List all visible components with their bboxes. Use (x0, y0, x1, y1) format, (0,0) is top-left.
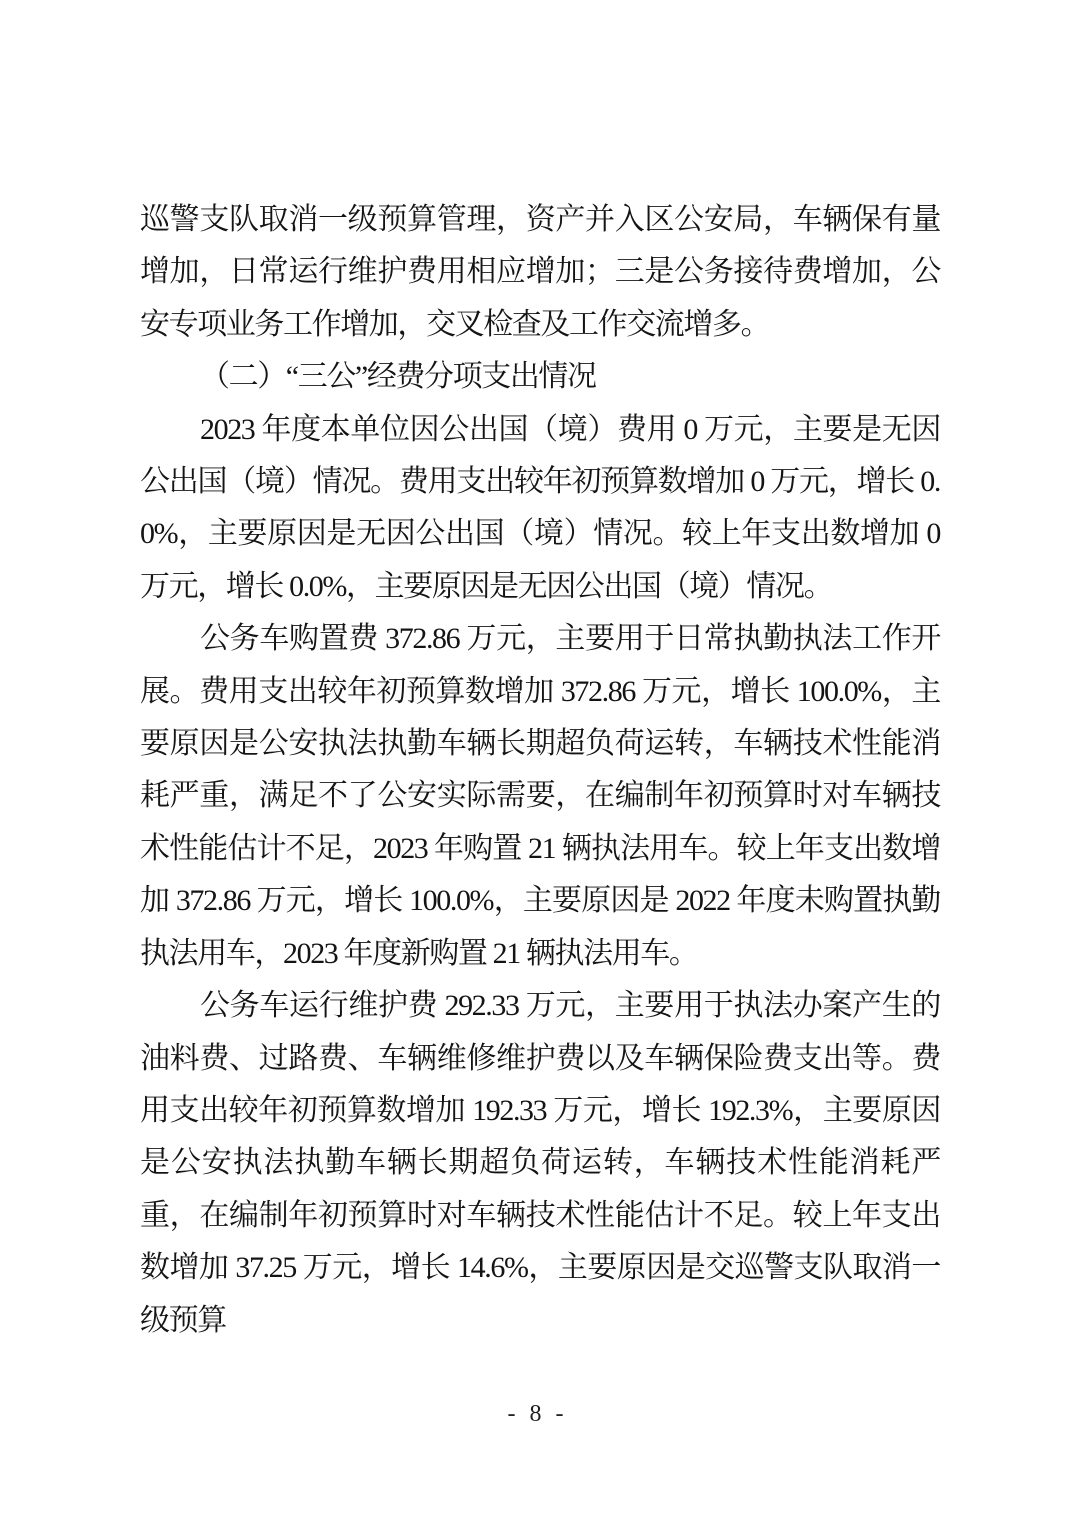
paragraph-vehicle-maintenance-expense: 公务车运行维护费 292.33 万元，主要用于执法办案产生的油料费、过路费、车辆维修维护费以及车辆保险费支出等。费用支出较年初预算数增加 192.33 万元，增长 192.3%，主要原因是公安执法执勤车辆长期超负荷运转，车辆技术性能消耗严重，在编制年初预算时对车辆技术性能估计不足。较上年支出数增加 37.25 万元，增长 14.6%，主要原因是交巡警支队取消一级预算 (140, 989, 940, 1337)
document-body (140, 194, 940, 1347)
section-heading: （二）“三公”经费分项支出情况 (200, 360, 596, 394)
paragraph-overseas-travel-expense: 2023 年度本单位因公出国（境）费用 0 万元，主要是无因公出国（境）情况。费用支出较年初预算数增加 0 万元，增长 0.0%，主要原因是无因公出国（境）情况。较上年支出数增加 0 万元，增长 0.0%，主要原因是无因公出国（境）情况。 (140, 412, 940, 603)
paragraph-vehicle-purchase-expense: 公务车购置费 372.86 万元，主要用于日常执勤执法工作开展。费用支出较年初预算数增加 372.86 万元，增长 100.0%，主要原因是公安执法执勤车辆长期超负荷运转，车辆技术性能消耗严重，满足不了公安实际需要，在编制年初预算时对车辆技术性能估计不足，2023 年购置 21 辆执法用车。较上年支出数增加 372.86 万元，增长 100.0%，主要原因是 2022 年度未购置执勤执法用车，2023 年度新购置 21 辆执法用车。 (140, 622, 940, 970)
page-number: - 8 - (507, 1401, 568, 1427)
paragraph-continued-from-previous-page: 巡警支队取消一级预算管理，资产并入区公安局，车辆保有量增加，日常运行维护费用相应增加；三是公务接待费增加，公安专项业务工作增加，交叉检查及工作交流增多。 (140, 203, 940, 341)
